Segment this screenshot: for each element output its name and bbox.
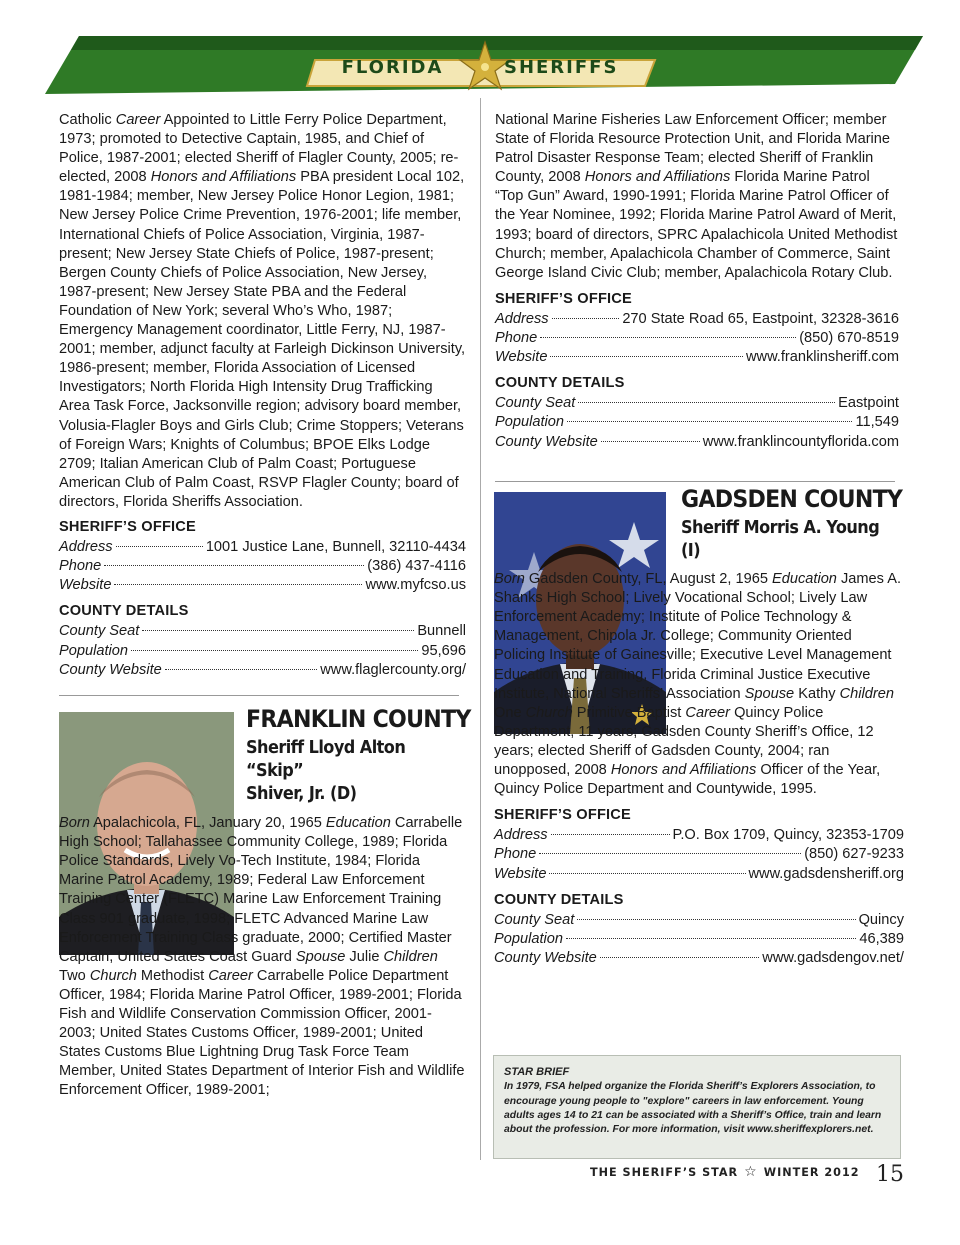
detail-label: County Website [494,949,597,966]
dot-leader [551,834,670,835]
flagler-office-heading: SHERIFF’S OFFICE [59,518,196,535]
franklin-sheriff-name-line1: Sheriff Lloyd Alton “Skip” [246,738,406,782]
detail-value: Eastpoint [838,395,899,412]
detail-row [495,329,899,348]
detail-label: Population [495,414,564,431]
detail-label: Address [494,827,548,844]
dot-leader [577,919,855,920]
franklin-sheriff-name [246,737,448,806]
section-rule-right [495,481,895,482]
detail-row [494,930,904,949]
franklin-county-heading: FRANKLIN COUNTY [246,705,471,733]
detail-row [59,576,466,595]
gadsden-county-list [494,911,904,968]
detail-label: Website [494,865,547,882]
gadsden-bio: Born Gadsden County, FL, August 2, 1965 Education James A. Shanks High School; Lively Vocational School; Lively Law Enforcement Academy; Institute of Police Technology & Management, Chipola Jr. College; Community Oriented Policing Institute of Gainesville; Executive Level Management Education and Training, Florida Criminal Justice Executive Institute, National Sheriffs’ Association Spouse Kathy Children One Church Primitive Baptist Career Quincy Police Department, 11 years; Gadsden County Sheriff’s Office, 12 years; elected Sheriff of Gadsden County, 2004; ran unopposed, 2008 Honors and Affiliations Officer of the Year, Quincy Police Department and Countywide, 1995. [494,571,902,798]
dot-leader [540,337,796,338]
detail-value: www.flaglercounty.org/ [320,661,466,678]
flagler-office-list [59,538,466,595]
detail-label: Phone [494,846,537,863]
detail-row [59,642,466,661]
franklin-county-details-heading: COUNTY DETAILS [495,375,625,392]
detail-label: County Website [59,661,162,678]
detail-row [494,845,904,864]
detail-row [495,413,899,432]
star-brief-title: STAR BRIEF [504,1066,570,1078]
dot-leader [116,546,203,547]
flagler-county-heading: COUNTY DETAILS [59,603,189,620]
flagler-county-list [59,622,466,679]
detail-row [59,661,466,680]
detail-label: Website [495,349,548,366]
franklin-bio-part2: National Marine Fisheries Law Enforcement Officer; member State of Florida Resource Protection Unit, and Florida Marine Patrol Disaster Response Team; elected Sheriff of Franklin County, 2008 Honors and Affiliations Florida Marine Patrol “Top Gun” Award, 1990-1991; Florida Marine Patrol Officer of the Year Nominee, 1992; Florida Marine Patrol Award of Merit, 1993; board of directors, SPRC Apalachicola United Methodist Church; member, Apalachicola Chamber of Commerce, Saint George Island Civic Club; member, Apalachicola Rotary Club. [495,112,898,281]
detail-value: 270 State Road 65, Eastpoint, 32328-3616 [622,310,899,327]
detail-label: County Seat [59,623,140,640]
dot-leader [131,650,418,651]
detail-row [495,394,899,413]
dot-leader [567,421,852,422]
detail-row [494,911,904,930]
gadsden-county-details-heading: COUNTY DETAILS [494,891,624,908]
detail-row [59,557,466,576]
dot-leader [142,630,414,631]
gadsden-section [494,485,904,968]
franklin-county-list [495,394,899,451]
detail-label: Phone [59,558,102,575]
detail-row [495,348,899,367]
detail-row [59,622,466,641]
franklin-sheriff-name-line2: Shiver, Jr. (D) [246,784,357,805]
franklin-office-heading: SHERIFF’S OFFICE [495,290,632,307]
header-title [0,57,960,78]
detail-label: Address [59,539,113,556]
dot-leader [104,565,364,566]
gadsden-sheriff-name-line1: Sheriff Morris A. Young (I) [681,518,880,562]
detail-row [495,433,899,452]
detail-value: www.gadsdensheriff.org [748,865,904,882]
detail-label: Phone [495,330,538,347]
header-title-right: SHERIFFS [503,57,619,78]
gadsden-office-heading: SHERIFF’S OFFICE [494,807,631,824]
detail-value: www.gadsdengov.net/ [762,949,904,966]
detail-value: 95,696 [421,642,466,659]
footer-publication: THE SHERIFF’S STAR [590,1166,739,1179]
dot-leader [552,318,620,319]
dot-leader [549,873,745,874]
dot-leader [539,853,801,854]
detail-value: P.O. Box 1709, Quincy, 32353-1709 [672,827,904,844]
gadsden-office-list [494,826,904,883]
detail-value: www.myfcso.us [365,577,466,594]
detail-label: Population [494,930,563,947]
dot-leader [550,356,743,357]
detail-row [494,949,904,968]
detail-row [494,826,904,845]
detail-label: County Website [495,433,598,450]
page-footer [590,1164,920,1190]
section-rule-left [59,695,459,696]
column-divider [480,98,481,1160]
detail-row [494,865,904,884]
detail-row [59,538,466,557]
dot-leader [600,957,760,958]
detail-label: Population [59,642,128,659]
detail-value: www.franklinsheriff.com [745,349,899,366]
star-brief-box [493,1055,901,1159]
detail-label: Website [59,577,112,594]
gadsden-county-heading: GADSDEN COUNTY [681,485,903,513]
detail-value: www.franklincountyflorida.com [702,433,899,450]
franklin-office-list [495,310,899,367]
franklin-section [59,705,471,1101]
franklin-section-continued [495,111,899,452]
dot-leader [578,402,835,403]
detail-value: 11,549 [855,414,899,431]
detail-value: 1001 Justice Lane, Bunnell, 32110-4434 [205,539,466,556]
detail-value: 46,389 [859,930,904,947]
dot-leader [601,441,700,442]
detail-label: County Seat [495,395,576,412]
star-brief-text: In 1979, FSA helped organize the Florida Sheriff’s Explorers Association, to encourage young people to "explore" careers in law enforcement. Young adults ages 14 to 21 can be associated with a Sheriff’s Office, train and learn about the profession. For more information, visit www.sheriffexplorers.net. [504,1081,882,1136]
detail-row [495,310,899,329]
detail-value: (386) 437-4116 [367,558,466,575]
dot-leader [114,584,362,585]
detail-value: Bunnell [417,623,466,640]
detail-label: County Seat [494,911,575,928]
detail-value: (850) 627-9233 [804,846,904,863]
dot-leader [566,938,856,939]
franklin-bio-part1: Born Apalachicola, FL, January 20, 1965 Education Carrabelle High School; Tallahassee Community College, 1989; Florida Police Standards, Lively Vo-Tech Institute, 1984; Florida Marine Patrol Academy, 1989; Federal Law Enforcement Training Center (FLETC) Marine Law Enforcement Training Class 901 graduate, 1998; FLETC Advanced Marine Law Enforcement Training Class graduate, 2000; Certified Master Captain, United States Coast Guard Spouse Julie Children Two Church Methodist Career Carrabelle Police Department Officer, 1984; Florida Marine Patrol Officer, 1989-2001; Florida Fish and Wildlife Conservation Commission Officer, 2001-2003; United States Customs Officer, 1989-2001; United States Customs Blue Lightning Drug Task Force Team Member, United States Department of Interior Fish and Wildlife Enforcement Officer, 1989-2001; [59,815,465,1099]
footer-star-icon: ☆ [744,1164,758,1180]
header-title-left: FLORIDA [341,57,444,78]
detail-value: (850) 670-8519 [799,330,899,347]
dot-leader [165,669,318,670]
gadsden-sheriff-name [681,517,886,563]
flagler-bio: Catholic Career Appointed to Little Ferry Police Department, 1973; promoted to Detective Captain, 1985, and Chief of Police, 1987-2001; elected Sheriff of Flagler County, 2005; re-elected, 2008 Honors and Affiliations PBA president Local 102, 1981-1984; member, New Jersey Police Honor Legion, 1981; New Jersey Police Crime Prevention, 1976-2001; life member, International Chiefs of Police Association, Virginia, 1987-present; New Jersey State Chiefs of Police, 1987-present; Bergen County Chiefs of Police Association, New Jersey, 1987-present; New Jersey State PBA and the Federal Foundation of New York; several Who’s Who, 1987; Emergency Management coordinator, Little Ferry, NJ, 1987-2001; member, adjunct faculty at Farleigh Dickinson University, 1986-present; member, Florida Association of Licensed Investigators; North Florida High Intensity Drug Trafficking Area Task Force, Jacksonville region; advisory board member, Volusia-Flagler Boys and Girls Club; Crime Stoppers; Veterans of Foreign Wars; Knights of Columbus; BPOE Elks Lodge 2709; Italian American Club of Palm Coast; Portuguese American Club of Palm Coast, RSVP Flagler County; board of directors, Florida Sheriffs Association. [59,112,466,510]
flagler-section [59,111,466,680]
page-number: 15 [876,1162,904,1187]
footer-issue: WINTER 2012 [763,1166,860,1179]
detail-label: Address [495,310,549,327]
detail-value: Quincy [858,911,904,928]
